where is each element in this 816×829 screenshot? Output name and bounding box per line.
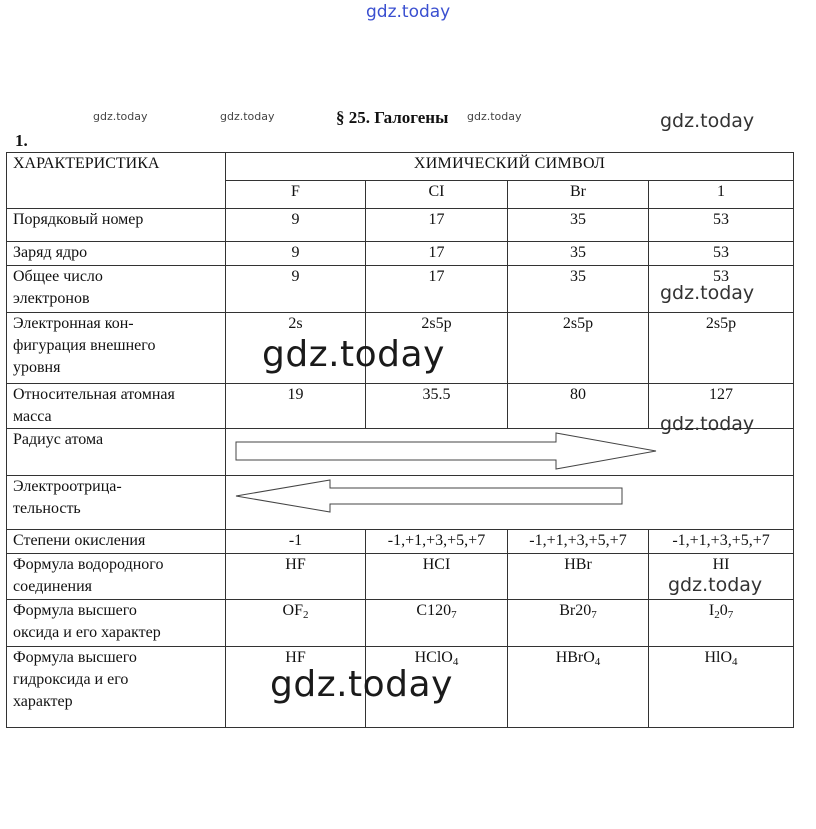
- value-cell: HF: [226, 554, 366, 600]
- value-cell: [649, 647, 794, 728]
- row-label-line: фигурация внешнего: [13, 337, 156, 354]
- value-cell: 53: [649, 209, 794, 242]
- section-title: § 25. Галогены: [336, 108, 449, 127]
- formula-subscript: 4: [452, 656, 459, 668]
- value-cell: -1,+1,+3,+5,+7: [649, 530, 794, 554]
- value-cell: [226, 600, 366, 647]
- formula-subscript: 7: [451, 609, 457, 621]
- task-number: 1.: [15, 131, 28, 150]
- formula-subscript: 7: [727, 609, 734, 621]
- row-label-line: соединения: [13, 578, 93, 595]
- row-label: Степени окисления: [7, 530, 226, 554]
- row-label-line: оксида и его характер: [13, 624, 161, 641]
- formula-subscript: 2: [302, 609, 309, 621]
- value-cell: 17: [366, 209, 508, 242]
- value-cell: 35: [508, 242, 649, 266]
- row-label: [7, 476, 226, 530]
- row-label-line: Общее число: [13, 268, 103, 285]
- header-symbol: ХИМИЧЕСКИЙ СИМВОЛ: [226, 153, 794, 181]
- value-cell: 9: [226, 266, 366, 313]
- watermark-medium: gdz.today: [660, 110, 755, 132]
- value-cell: -1,+1,+3,+5,+7: [508, 530, 649, 554]
- symbol-cell: F: [226, 181, 366, 209]
- formula-part: I: [708, 602, 715, 619]
- row-label: [7, 266, 226, 313]
- formula-subscript: 4: [594, 656, 601, 668]
- watermark-medium: gdz.today: [660, 413, 755, 435]
- formula-part: 0: [719, 602, 728, 619]
- row-label-line: Электроотрица-: [13, 478, 122, 495]
- row-label-line: Формула водородного: [13, 556, 164, 573]
- formula-part: HBrO: [555, 649, 595, 666]
- electronegativity-decrease-arrow: [226, 476, 792, 530]
- row-label-line: тельность: [13, 500, 81, 517]
- formula-part: HlO: [704, 649, 733, 666]
- row-label-line: масса: [13, 408, 52, 425]
- formula-subscript: 4: [732, 656, 738, 668]
- row-label-line: Формула высшего: [13, 602, 137, 619]
- formula-subscript: 2: [714, 609, 720, 621]
- value-cell: 80: [508, 384, 649, 429]
- value-cell: -1,+1,+3,+5,+7: [366, 530, 508, 554]
- row-label-line: Формула высшего: [13, 649, 137, 666]
- row-label-line: характер: [13, 693, 73, 710]
- row-ordinal: [7, 209, 794, 242]
- row-label-line: гидроксида и его: [13, 671, 129, 688]
- watermark-medium: gdz.today: [668, 574, 763, 596]
- value-cell: 2s5p: [508, 313, 649, 384]
- row-label: [7, 384, 226, 429]
- value-cell: 19: [226, 384, 366, 429]
- row-label: [7, 554, 226, 600]
- formula-part: 2: [435, 602, 444, 619]
- row-label: [7, 647, 226, 728]
- radius-trend-cell: [226, 429, 794, 476]
- formula-part: 2: [575, 602, 584, 619]
- value-cell: 35: [508, 266, 649, 313]
- row-label-line: уровня: [13, 359, 61, 376]
- value-cell: 127: [649, 384, 794, 429]
- row-label-line: Относительная атомная: [13, 386, 175, 403]
- value-cell: 17: [366, 242, 508, 266]
- watermark-small: gdz.today: [220, 110, 275, 123]
- value-cell: HI: [649, 554, 794, 600]
- row-label-line: электронов: [13, 290, 90, 307]
- electronegativity-trend-cell: [226, 476, 794, 530]
- value-cell: [649, 600, 794, 647]
- row-label-line: Электронная кон-: [13, 315, 134, 332]
- symbol-cell: CI: [366, 181, 508, 209]
- value-cell: -1: [226, 530, 366, 554]
- watermark-small: gdz.today: [467, 110, 522, 123]
- watermark-large: gdz.today: [270, 664, 453, 705]
- header-row: [7, 153, 794, 181]
- header-characteristic: ХАРАКТЕРИСТИКА: [7, 153, 226, 209]
- watermark-medium: gdz.today: [660, 282, 755, 304]
- value-cell: [508, 600, 649, 647]
- symbol-cell: 1: [649, 181, 794, 209]
- value-cell: 35: [508, 209, 649, 242]
- row-label: Заряд ядро: [7, 242, 226, 266]
- watermark-top: gdz.today: [366, 2, 451, 22]
- formula-part: 0: [583, 602, 592, 619]
- formula-subscript: 7: [591, 609, 597, 621]
- value-cell: 9: [226, 242, 366, 266]
- row-label: [7, 313, 226, 384]
- value-cell: [508, 647, 649, 728]
- formula-part: 0: [443, 602, 452, 619]
- value-cell: HCI: [366, 554, 508, 600]
- row-label: Радиус атома: [7, 429, 226, 476]
- row-oxide: [7, 600, 794, 647]
- row-oxidation: [7, 530, 794, 554]
- value-cell: 9: [226, 209, 366, 242]
- formula-part: C1: [416, 602, 436, 619]
- value-cell: 2s: [226, 313, 366, 384]
- row-label: [7, 600, 226, 647]
- formula-part: HF: [285, 649, 306, 666]
- value-cell: [366, 600, 508, 647]
- symbol-cell: Br: [508, 181, 649, 209]
- formula-part: Br: [559, 602, 576, 619]
- watermark-large: gdz.today: [262, 334, 445, 375]
- value-cell: HBr: [508, 554, 649, 600]
- row-label: Порядковый номер: [7, 209, 226, 242]
- value-cell: 2s5p: [366, 313, 508, 384]
- formula-part: HClO: [414, 649, 453, 666]
- value-cell: 53: [649, 242, 794, 266]
- radius-increase-arrow: [226, 429, 792, 476]
- value-cell: 53: [649, 266, 794, 313]
- row-electroneg: [7, 476, 794, 530]
- value-cell: 17: [366, 266, 508, 313]
- row-charge: [7, 242, 794, 266]
- halogens-table: [6, 152, 794, 728]
- value-cell: 2s5p: [649, 313, 794, 384]
- row-radius: [7, 429, 794, 476]
- formula-part: OF: [282, 602, 303, 619]
- value-cell: 35.5: [366, 384, 508, 429]
- watermark-small: gdz.today: [93, 110, 148, 123]
